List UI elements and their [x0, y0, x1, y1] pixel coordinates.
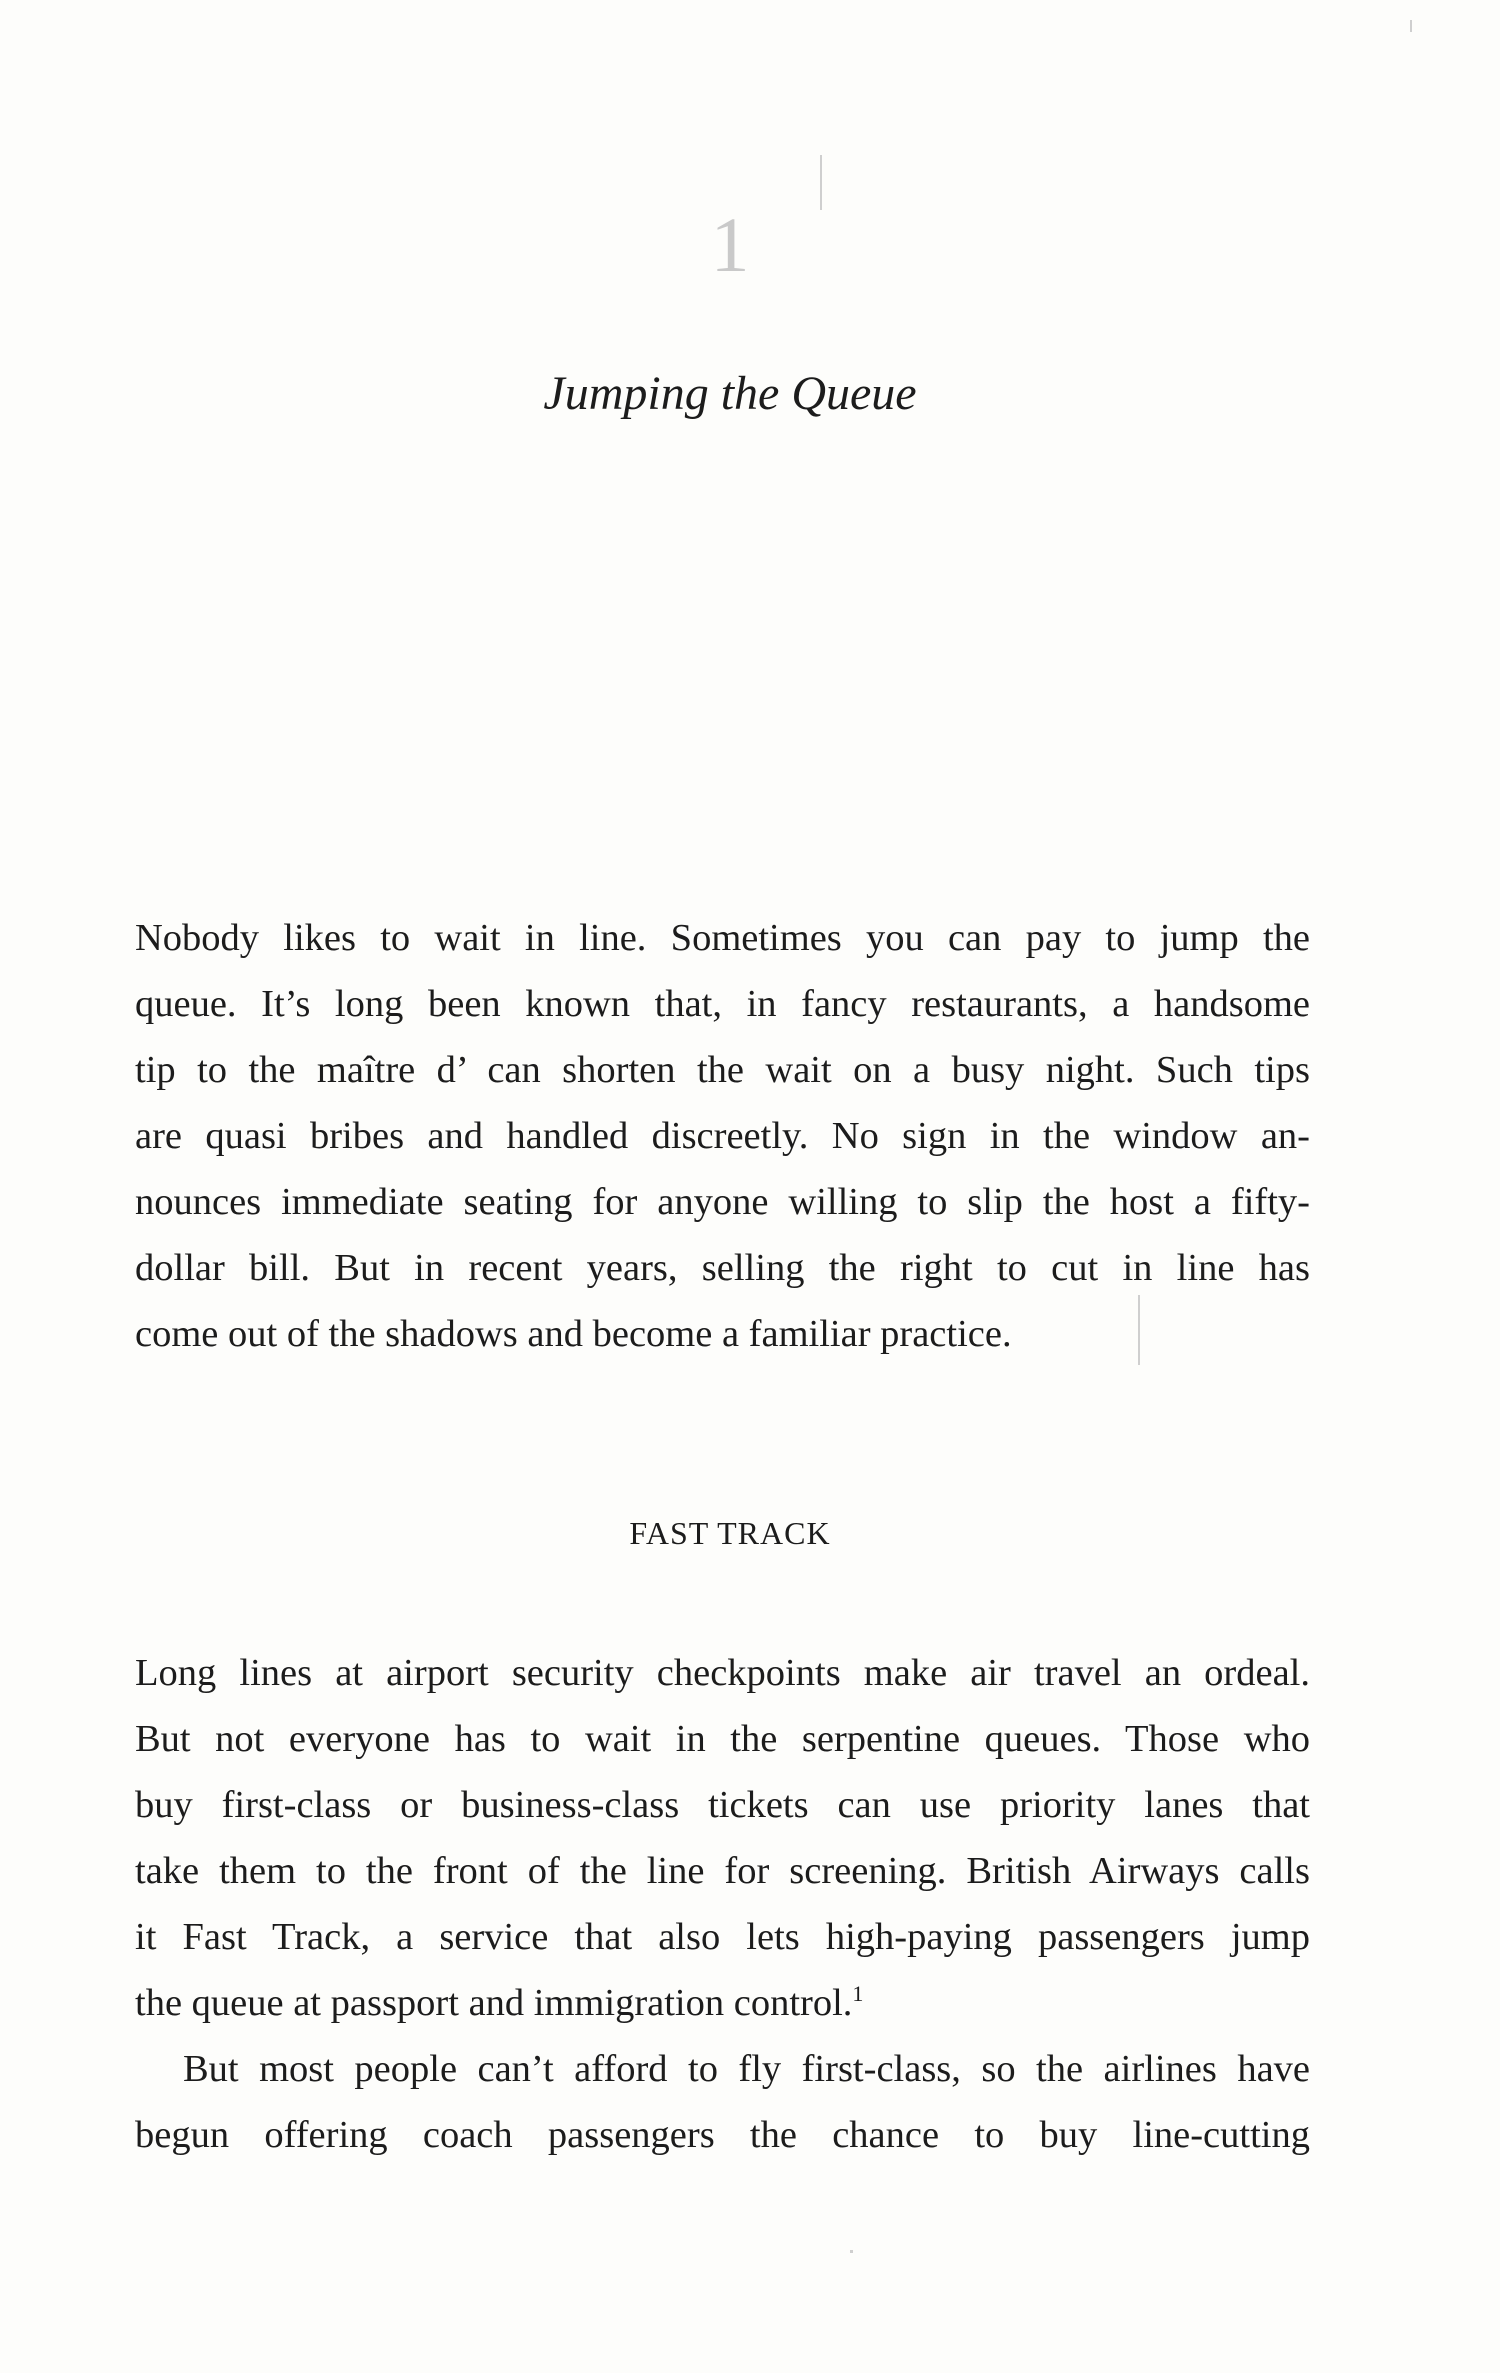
scan-mark	[820, 155, 822, 210]
paragraph-line: But most people can’t afford to fly first-class, so the airlines have	[183, 2048, 1310, 2090]
paragraph-line: Nobody likes to wait in line. Sometimes you can pay to jump the	[135, 917, 1310, 959]
paragraph-line: queue. It’s long been known that, in fancy restaurants, a handsome	[135, 983, 1310, 1025]
intro-paragraph	[135, 905, 1310, 1367]
paragraph-line: buy first-class or business-class tickets can use priority lanes that	[135, 1784, 1310, 1826]
chapter-title: Jumping the Queue	[543, 367, 917, 420]
paragraph-line: begun offering coach passengers the chance to buy line-cutting	[135, 2114, 1310, 2156]
paragraph-line: Long lines at airport security checkpoints make air travel an ordeal.	[135, 1652, 1310, 1694]
section-body	[135, 1640, 1310, 2168]
scan-mark	[1138, 1295, 1140, 1365]
section-heading: FAST TRACK	[629, 1515, 831, 1551]
paragraph-line-text: the queue at passport and immigration control.	[135, 1982, 853, 2024]
chapter-number: 1	[710, 201, 750, 288]
paragraph-line-with-footnote	[135, 1970, 1310, 2036]
scan-mark	[850, 2250, 853, 2253]
paragraph-line: But not everyone has to wait in the serpentine queues. Those who	[135, 1718, 1310, 1760]
paragraph-line: it Fast Track, a service that also lets high-paying passengers jump	[135, 1916, 1310, 1958]
scan-mark	[1410, 20, 1412, 32]
paragraph-line: dollar bill. But in recent years, selling the right to cut in line has	[135, 1247, 1310, 1289]
paragraph-line: come out of the shadows and become a familiar practice.	[135, 1313, 1012, 1355]
paragraph-line: take them to the front of the line for screening. British Airways calls	[135, 1850, 1310, 1892]
paragraph-line: tip to the maître d’ can shorten the wait on a busy night. Such tips	[135, 1049, 1310, 1091]
footnote-marker[interactable]: 1	[852, 1981, 864, 2007]
paragraph-line: nounces immediate seating for anyone willing to slip the host a fifty-	[135, 1181, 1310, 1223]
paragraph-line: are quasi bribes and handled discreetly. No sign in the window an-	[135, 1115, 1310, 1157]
